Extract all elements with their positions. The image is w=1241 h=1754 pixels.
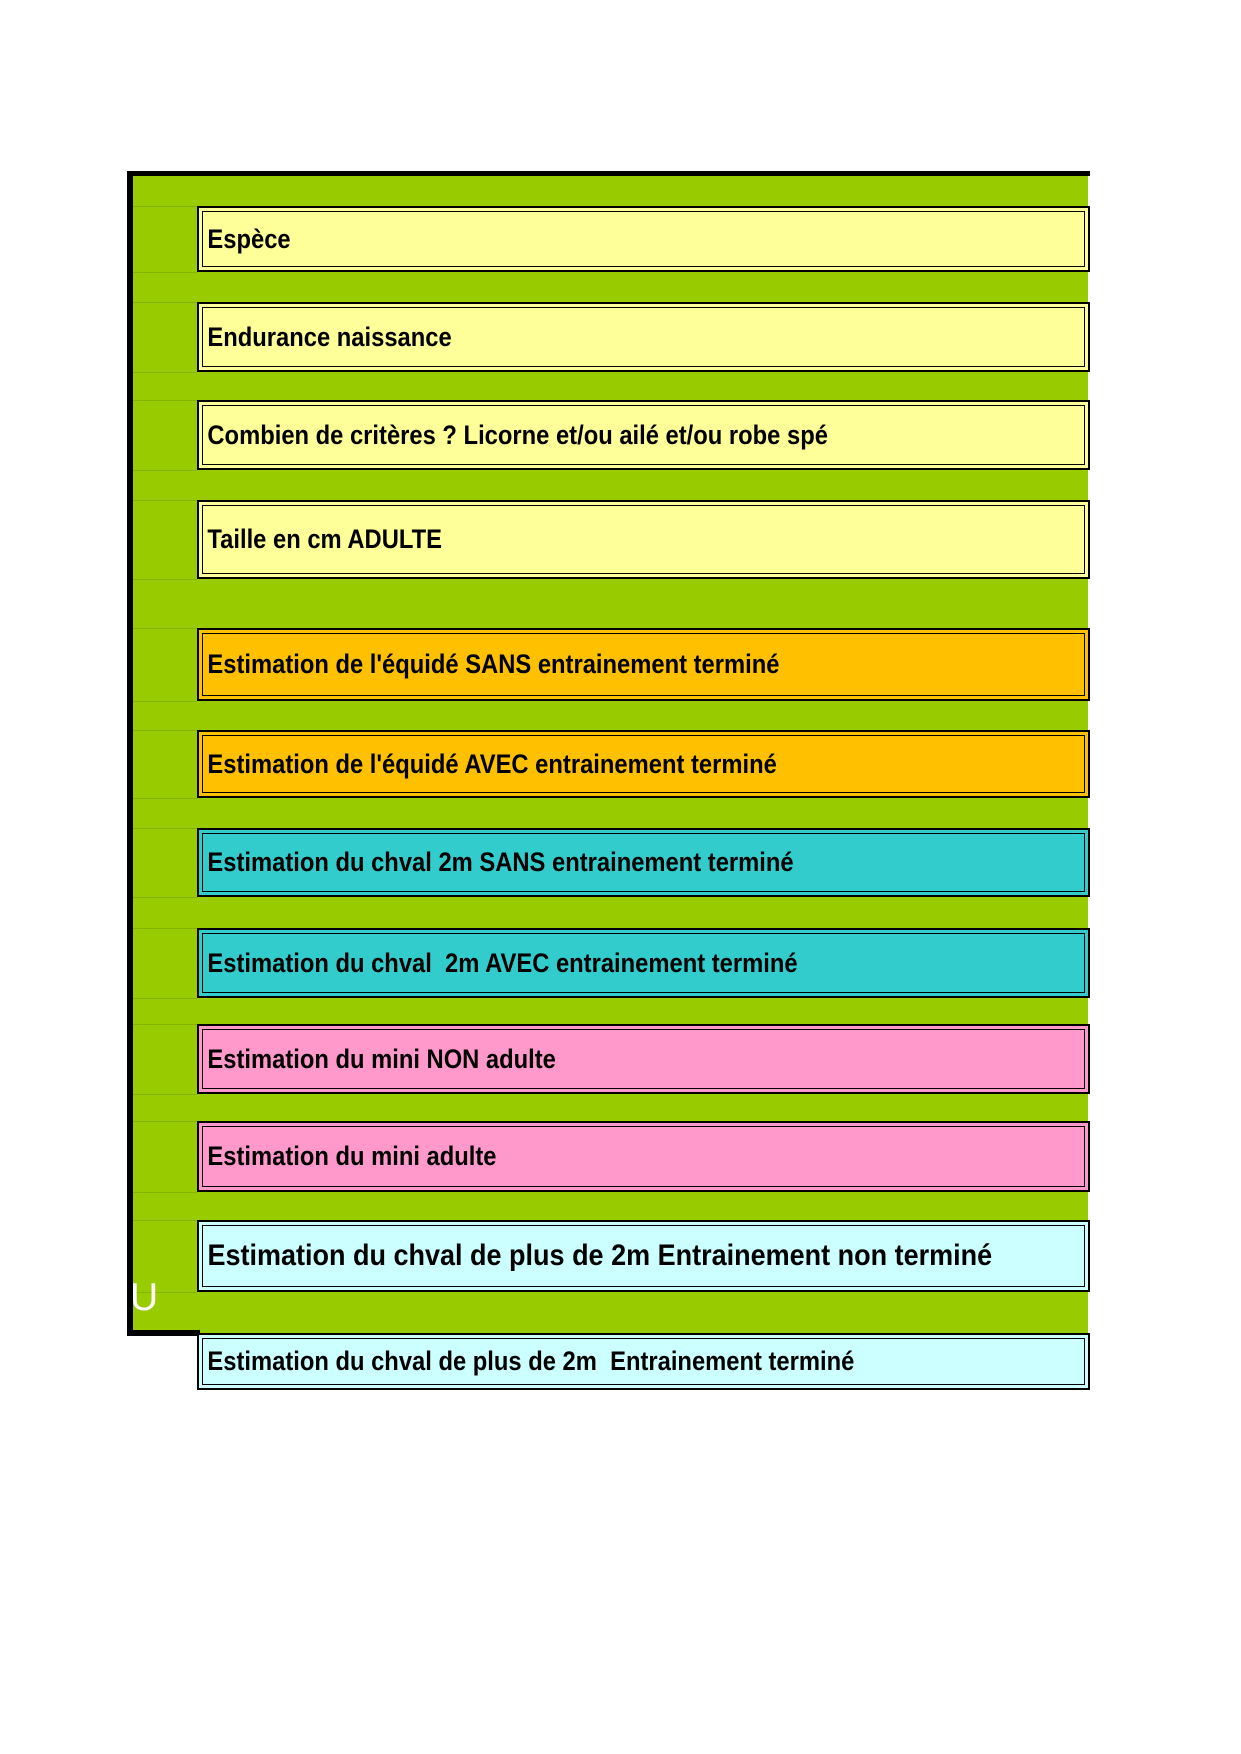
estimation-bar-inner	[202, 1126, 1085, 1187]
estimation-bar-inner	[202, 933, 1085, 993]
estimation-bar-inner	[202, 1225, 1085, 1287]
estimation-bar-label: Estimation du mini NON adulte	[207, 1043, 556, 1074]
estimation-bar-inner	[202, 405, 1085, 465]
row-gridline	[133, 500, 197, 501]
row-gridline	[133, 1094, 197, 1095]
estimation-bar-label: Taille en cm ADULTE	[207, 524, 442, 554]
estimation-bar[interactable]	[197, 628, 1090, 701]
row-gridline	[133, 701, 197, 702]
estimation-bar-inner	[202, 735, 1085, 793]
row-gridline	[133, 1192, 197, 1193]
estimation-bar[interactable]	[197, 1024, 1090, 1094]
estimation-bar-label: Estimation du chval 2m SANS entrainement terminé	[207, 847, 794, 877]
row-gridline	[133, 928, 197, 929]
estimation-bar-inner	[202, 833, 1085, 892]
row-gridline	[133, 470, 197, 471]
row-gridline	[133, 628, 197, 629]
row-gridline	[133, 1024, 197, 1025]
row-gridline	[133, 828, 197, 829]
row-gridline	[133, 272, 197, 273]
panel-top-border	[127, 171, 1090, 176]
panel-bottom-border	[127, 1330, 200, 1336]
estimation-bar-inner	[202, 1338, 1085, 1385]
row-gridline	[133, 206, 197, 207]
watermark-letter: U	[130, 1276, 159, 1319]
estimation-bar[interactable]	[197, 400, 1090, 470]
estimation-bar[interactable]	[197, 828, 1090, 897]
estimation-bar-label: Espèce	[207, 223, 291, 254]
estimation-bar-inner	[202, 505, 1085, 574]
estimation-bar[interactable]	[197, 730, 1090, 798]
row-gridline	[133, 1121, 197, 1122]
row-gridline	[133, 998, 197, 999]
row-gridline	[133, 1220, 197, 1221]
row-gridline	[133, 372, 197, 373]
estimation-bar-label: Endurance naissance	[207, 321, 452, 352]
row-gridline	[133, 798, 197, 799]
estimation-bar-inner	[202, 307, 1085, 367]
estimation-bar-inner	[202, 1029, 1085, 1089]
estimation-bar[interactable]	[197, 500, 1090, 579]
estimation-bar-label: Estimation du chval 2m AVEC entrainement terminé	[207, 947, 798, 978]
row-gridline	[133, 897, 197, 898]
estimation-bar[interactable]	[197, 928, 1090, 998]
row-gridline	[133, 302, 197, 303]
row-gridline	[133, 400, 197, 401]
panel-left-border	[127, 171, 133, 1336]
estimation-bar-label: Estimation du mini adulte	[207, 1141, 497, 1171]
estimation-bar[interactable]	[197, 1333, 1090, 1390]
estimation-bar-label: Estimation du chval de plus de 2m Entrainement non terminé	[207, 1239, 993, 1272]
estimation-bar[interactable]	[197, 302, 1090, 372]
estimation-bar[interactable]	[197, 1220, 1090, 1292]
estimation-bar-inner	[202, 211, 1085, 267]
row-gridline	[133, 730, 197, 731]
estimation-bar-inner	[202, 633, 1085, 696]
estimation-bar-label: Estimation du chval de plus de 2m Entrainement terminé	[207, 1346, 855, 1376]
estimation-bar-label: Combien de critères ? Licorne et/ou ailé et/ou robe spé	[207, 419, 828, 450]
estimation-bar[interactable]	[197, 1121, 1090, 1192]
estimation-bar-label: Estimation de l'équidé SANS entrainement terminé	[207, 649, 780, 679]
estimation-bar[interactable]	[197, 206, 1090, 272]
row-gridline	[133, 579, 197, 580]
estimation-bar-label: Estimation de l'équidé AVEC entrainement terminé	[207, 748, 777, 779]
